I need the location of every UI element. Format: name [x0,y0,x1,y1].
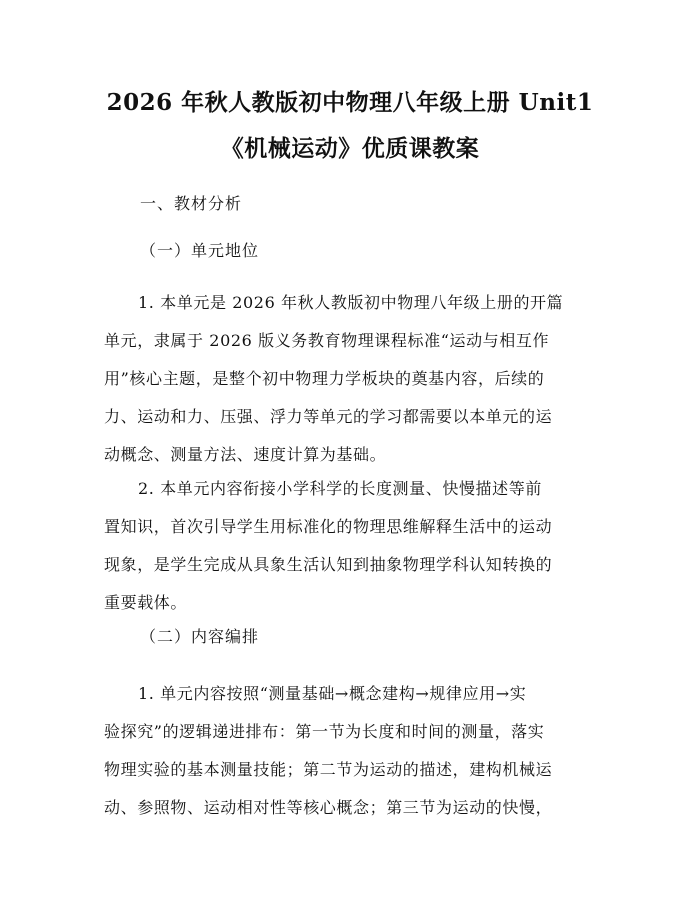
paragraph-line: 物理实验的基本测量技能；第二节为运动的描述，建构机械运 [104,760,553,779]
paragraph-line: 动概念、测量方法、速度计算为基础。 [104,445,387,464]
paragraph-line: 动、参照物、运动相对性等核心概念；第三节为运动的快慢， [104,798,553,817]
paragraph-line: 重要载体。 [104,593,188,612]
document-title-line-1: 2026 年秋人教版初中物理八年级上册 Unit1 [106,89,594,116]
paragraph-line: 用”核心主题，是整个初中物理力学板块的奠基内容，后续的 [104,369,545,388]
section-heading-textbook-analysis: 一、教材分析 [140,194,243,213]
paragraph-line: 单元，隶属于 2026 版义务教育物理课程标准“运动与相互作 [104,331,550,350]
paragraph-line: 置知识，首次引导学生用标准化的物理思维解释生活中的运动 [104,517,553,536]
paragraph-line: 1. 单元内容按照“测量基础→概念建构→规律应用→实 [138,684,527,703]
paragraph-unit-position-2 [104,470,596,622]
paragraph-line: 2. 本单元内容衔接小学科学的长度测量、快慢描述等前 [138,479,542,498]
paragraph-line: 现象，是学生完成从具象生活认知到抽象物理学科认知转换的 [104,555,553,574]
subsection-heading-content-arrangement: （二）内容编排 [140,627,260,646]
paragraph-unit-position-1 [104,284,596,474]
subsection-heading-unit-position: （一）单元地位 [140,241,260,260]
paragraph-content-arrangement-1 [104,675,596,827]
document-title-line-2: 《机械运动》优质课教案 [220,135,480,162]
paragraph-line: 验探究”的逻辑递进排布：第一节为长度和时间的测量，落实 [104,722,545,741]
paragraph-line: 力、运动和力、压强、浮力等单元的学习都需要以本单元的运 [104,407,553,426]
paragraph-line: 1. 本单元是 2026 年秋人教版初中物理八年级上册的开篇 [138,293,564,312]
